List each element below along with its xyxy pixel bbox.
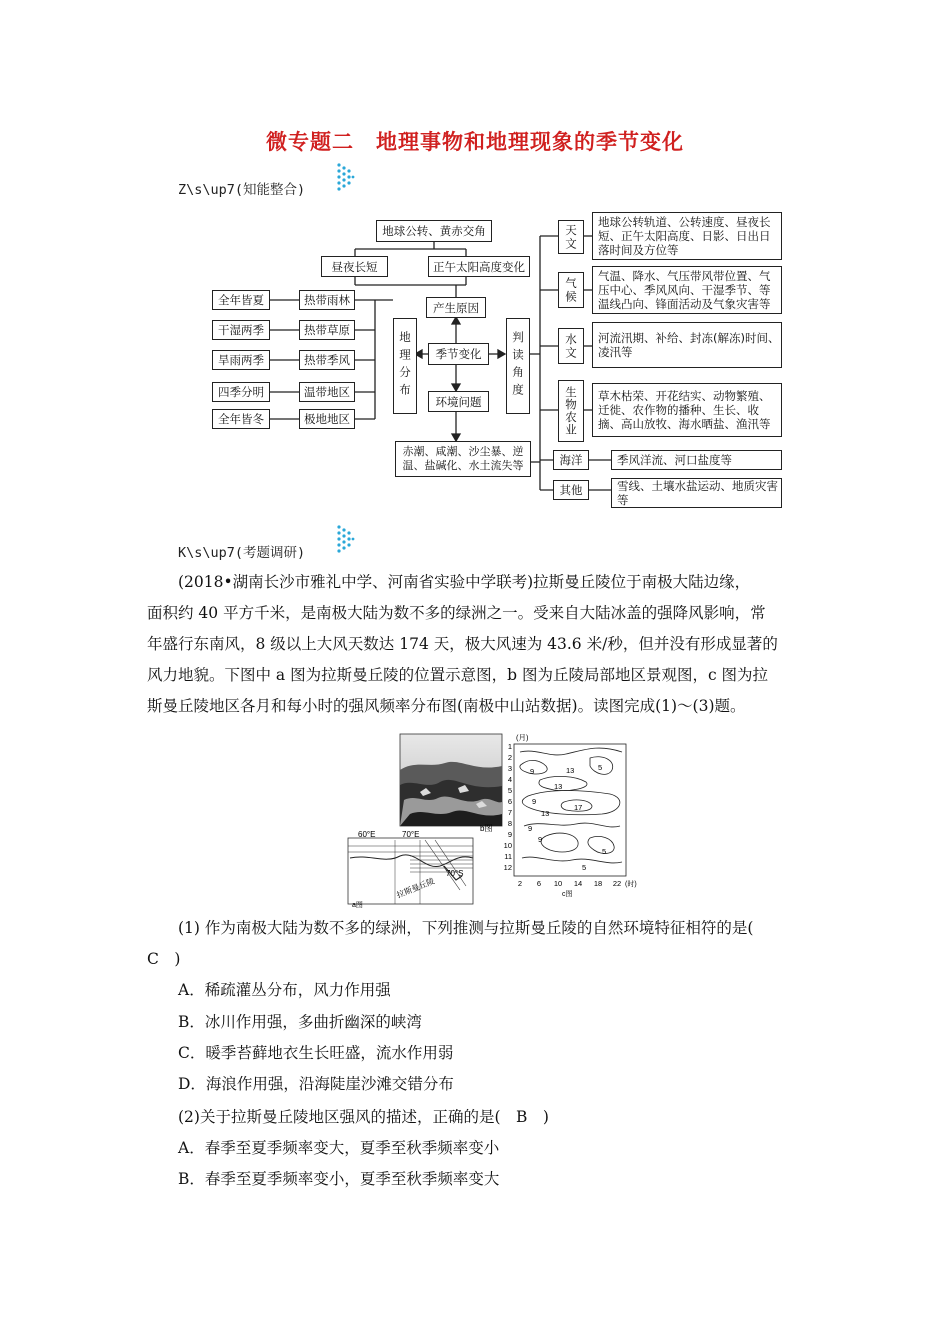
question-2-stem: (2)关于拉斯曼丘陵地区强风的描述，正确的是( B )	[178, 1108, 549, 1126]
lon2-label: 70°E	[402, 830, 420, 839]
contour-label: 13	[541, 809, 550, 818]
box-cat-biology: 生物农业	[558, 380, 584, 442]
contour-label: 13	[566, 766, 575, 775]
section-heading-exam: K\s\up7(考题调研)	[178, 545, 306, 561]
paragraph-line-2: 面积约 40 平方千米，是南极大陆为数不多的绿洲之一。受来自大陆冰盖的强降风影响，常	[147, 604, 766, 622]
paragraph-line-5: 斯曼丘陵地区各月和每小时的强风频率分布图(南极中山站数据)。读图完成(1)～(3)题。	[147, 697, 746, 715]
month-unit: (月)	[516, 733, 529, 742]
q1-option-d: D．海浪作用强，沿海陡崖沙滩交错分布	[178, 1075, 454, 1093]
figure-abc	[340, 730, 637, 909]
box-detail-climate: 气温、降水、气压带风带位置、气压中心、季风风向、干湿季节、等温线凸向、锋面活动及气象灾害等	[592, 266, 782, 314]
box-climate-4: 四季分明	[212, 382, 270, 402]
q2-option-b: B．春季至夏季频率变小，夏季至秋季频率变大	[178, 1170, 500, 1188]
q1-option-c: C．暖季苔藓地衣生长旺盛，流水作用弱	[178, 1044, 454, 1062]
wind-frequency-contour	[514, 744, 626, 876]
hour-tick: 14	[573, 879, 583, 888]
month-tick: 3	[507, 764, 512, 773]
month-ticks	[504, 742, 512, 872]
a-label: a图	[352, 902, 363, 909]
box-geo-distribution: 地理分布	[393, 318, 417, 414]
box-cat-astronomy: 天文	[558, 220, 584, 254]
chevron-decor-icon	[336, 524, 354, 554]
month-tick: 5	[507, 786, 512, 795]
box-climate-3: 旱雨两季	[212, 350, 270, 370]
box-zone-2: 热带草原	[299, 320, 355, 340]
box-detail-hydrology: 河流汛期、补给、封冻(解冻)时间、凌汛等	[592, 322, 782, 368]
hour-tick: 10	[553, 879, 563, 888]
box-reading-angle: 判读角度	[506, 318, 530, 414]
hour-tick: 22	[612, 879, 622, 888]
box-climate-2: 干湿两季	[212, 320, 270, 340]
month-tick: 11	[504, 852, 512, 861]
lat-label: 70°S	[446, 869, 464, 878]
month-tick: 8	[507, 819, 512, 828]
month-tick: 12	[503, 863, 512, 872]
lon1-label: 60°E	[358, 830, 376, 839]
box-climate-1: 全年皆夏	[212, 290, 270, 310]
landscape-photo	[400, 734, 502, 826]
box-cat-hydrology: 水文	[558, 328, 584, 364]
hour-tick: 2	[517, 879, 523, 888]
contour-label: 9	[530, 767, 535, 776]
month-tick: 6	[507, 797, 512, 806]
box-detail-astronomy: 地球公转轨道、公转速度、昼夜长短、正午太阳高度、日影、日出日落时间及方位等	[592, 212, 782, 260]
paragraph-line-3: 年盛行东南风，8 级以上大风天数达 174 天，极大风速为 43.6 米/秒，但并没有形成显著的	[147, 635, 778, 653]
box-zone-3: 热带季风	[299, 350, 355, 370]
box-day-length: 昼夜长短	[321, 256, 388, 277]
paragraph-line-4: 风力地貌。下图中 a 图为拉斯曼丘陵的位置示意图，b 图为丘陵局部地区景观图，c 图为拉	[147, 666, 769, 684]
hour-tick: 18	[593, 879, 603, 888]
month-tick: 7	[507, 808, 512, 817]
q2-option-a: A．春季至夏季频率变大，夏季至秋季频率变小	[178, 1139, 500, 1157]
section-heading-knowledge: Z\s\up7(知能整合)	[178, 182, 306, 198]
box-cat-climate: 气候	[558, 272, 584, 308]
box-cat-other: 其他	[553, 480, 589, 500]
box-climate-5: 全年皆冬	[212, 409, 270, 429]
box-zone-1: 热带雨林	[299, 290, 355, 310]
hour-unit: (时)	[625, 881, 637, 888]
q1-option-a: A．稀疏灌丛分布，风力作用强	[178, 981, 391, 999]
box-season-change: 季节变化	[428, 343, 489, 365]
question-1-stem: (1) 作为南极大陆为数不多的绿洲，下列推测与拉斯曼丘陵的自然环境特征相符的是(	[178, 919, 754, 937]
box-zone-5: 极地地区	[299, 409, 355, 429]
month-tick: 10	[503, 841, 512, 850]
c-label: c图	[562, 891, 573, 898]
hour-tick: 6	[536, 879, 542, 888]
contour-label: 5	[602, 847, 607, 856]
b-label: b图	[480, 824, 493, 833]
month-tick: 9	[507, 830, 512, 839]
box-detail-ocean: 季风洋流、河口盐度等	[611, 450, 782, 470]
box-noon-sun: 正午太阳高度变化	[428, 256, 530, 277]
box-detail-other: 雪线、土壤水盐运动、地质灾害等	[611, 478, 782, 508]
contour-label: 9	[538, 835, 543, 844]
month-tick: 2	[507, 753, 512, 762]
box-cause: 产生原因	[426, 297, 486, 318]
contour-label: 5	[582, 863, 587, 872]
contour-label: 17	[574, 803, 583, 812]
contour-label: 13	[554, 782, 563, 791]
month-tick: 4	[507, 775, 512, 784]
box-cat-ocean: 海洋	[553, 450, 589, 470]
box-problem-detail: 赤潮、咸潮、沙尘暴、逆温、盐碱化、水土流失等	[395, 441, 531, 477]
paragraph-line-1: (2018•湖南长沙市雅礼中学、河南省实验中学联考)拉斯曼丘陵位于南极大陆边缘，	[178, 573, 751, 591]
q1-option-b: B．冰川作用强，多曲折幽深的峡湾	[178, 1013, 422, 1031]
contour-label: 5	[598, 763, 603, 772]
question-1-answer: C )	[147, 950, 181, 968]
place-label: 拉斯曼丘陵	[395, 876, 436, 900]
box-env-problem: 环境问题	[428, 391, 489, 412]
hour-ticks	[518, 879, 621, 888]
month-tick: 1	[507, 742, 512, 751]
box-detail-biology: 草木枯荣、开花结实、动物繁殖、迁徙、农作物的播种、生长、收摘、高山放牧、海水晒盐、渔汛等	[592, 383, 782, 437]
page-title: 微专题二 地理事物和地理现象的季节变化	[266, 129, 684, 154]
box-earth-revolution: 地球公转、黄赤交角	[376, 220, 492, 242]
box-zone-4: 温带地区	[299, 382, 355, 402]
contour-label: 9	[532, 797, 537, 806]
contour-label: 9	[528, 824, 533, 833]
